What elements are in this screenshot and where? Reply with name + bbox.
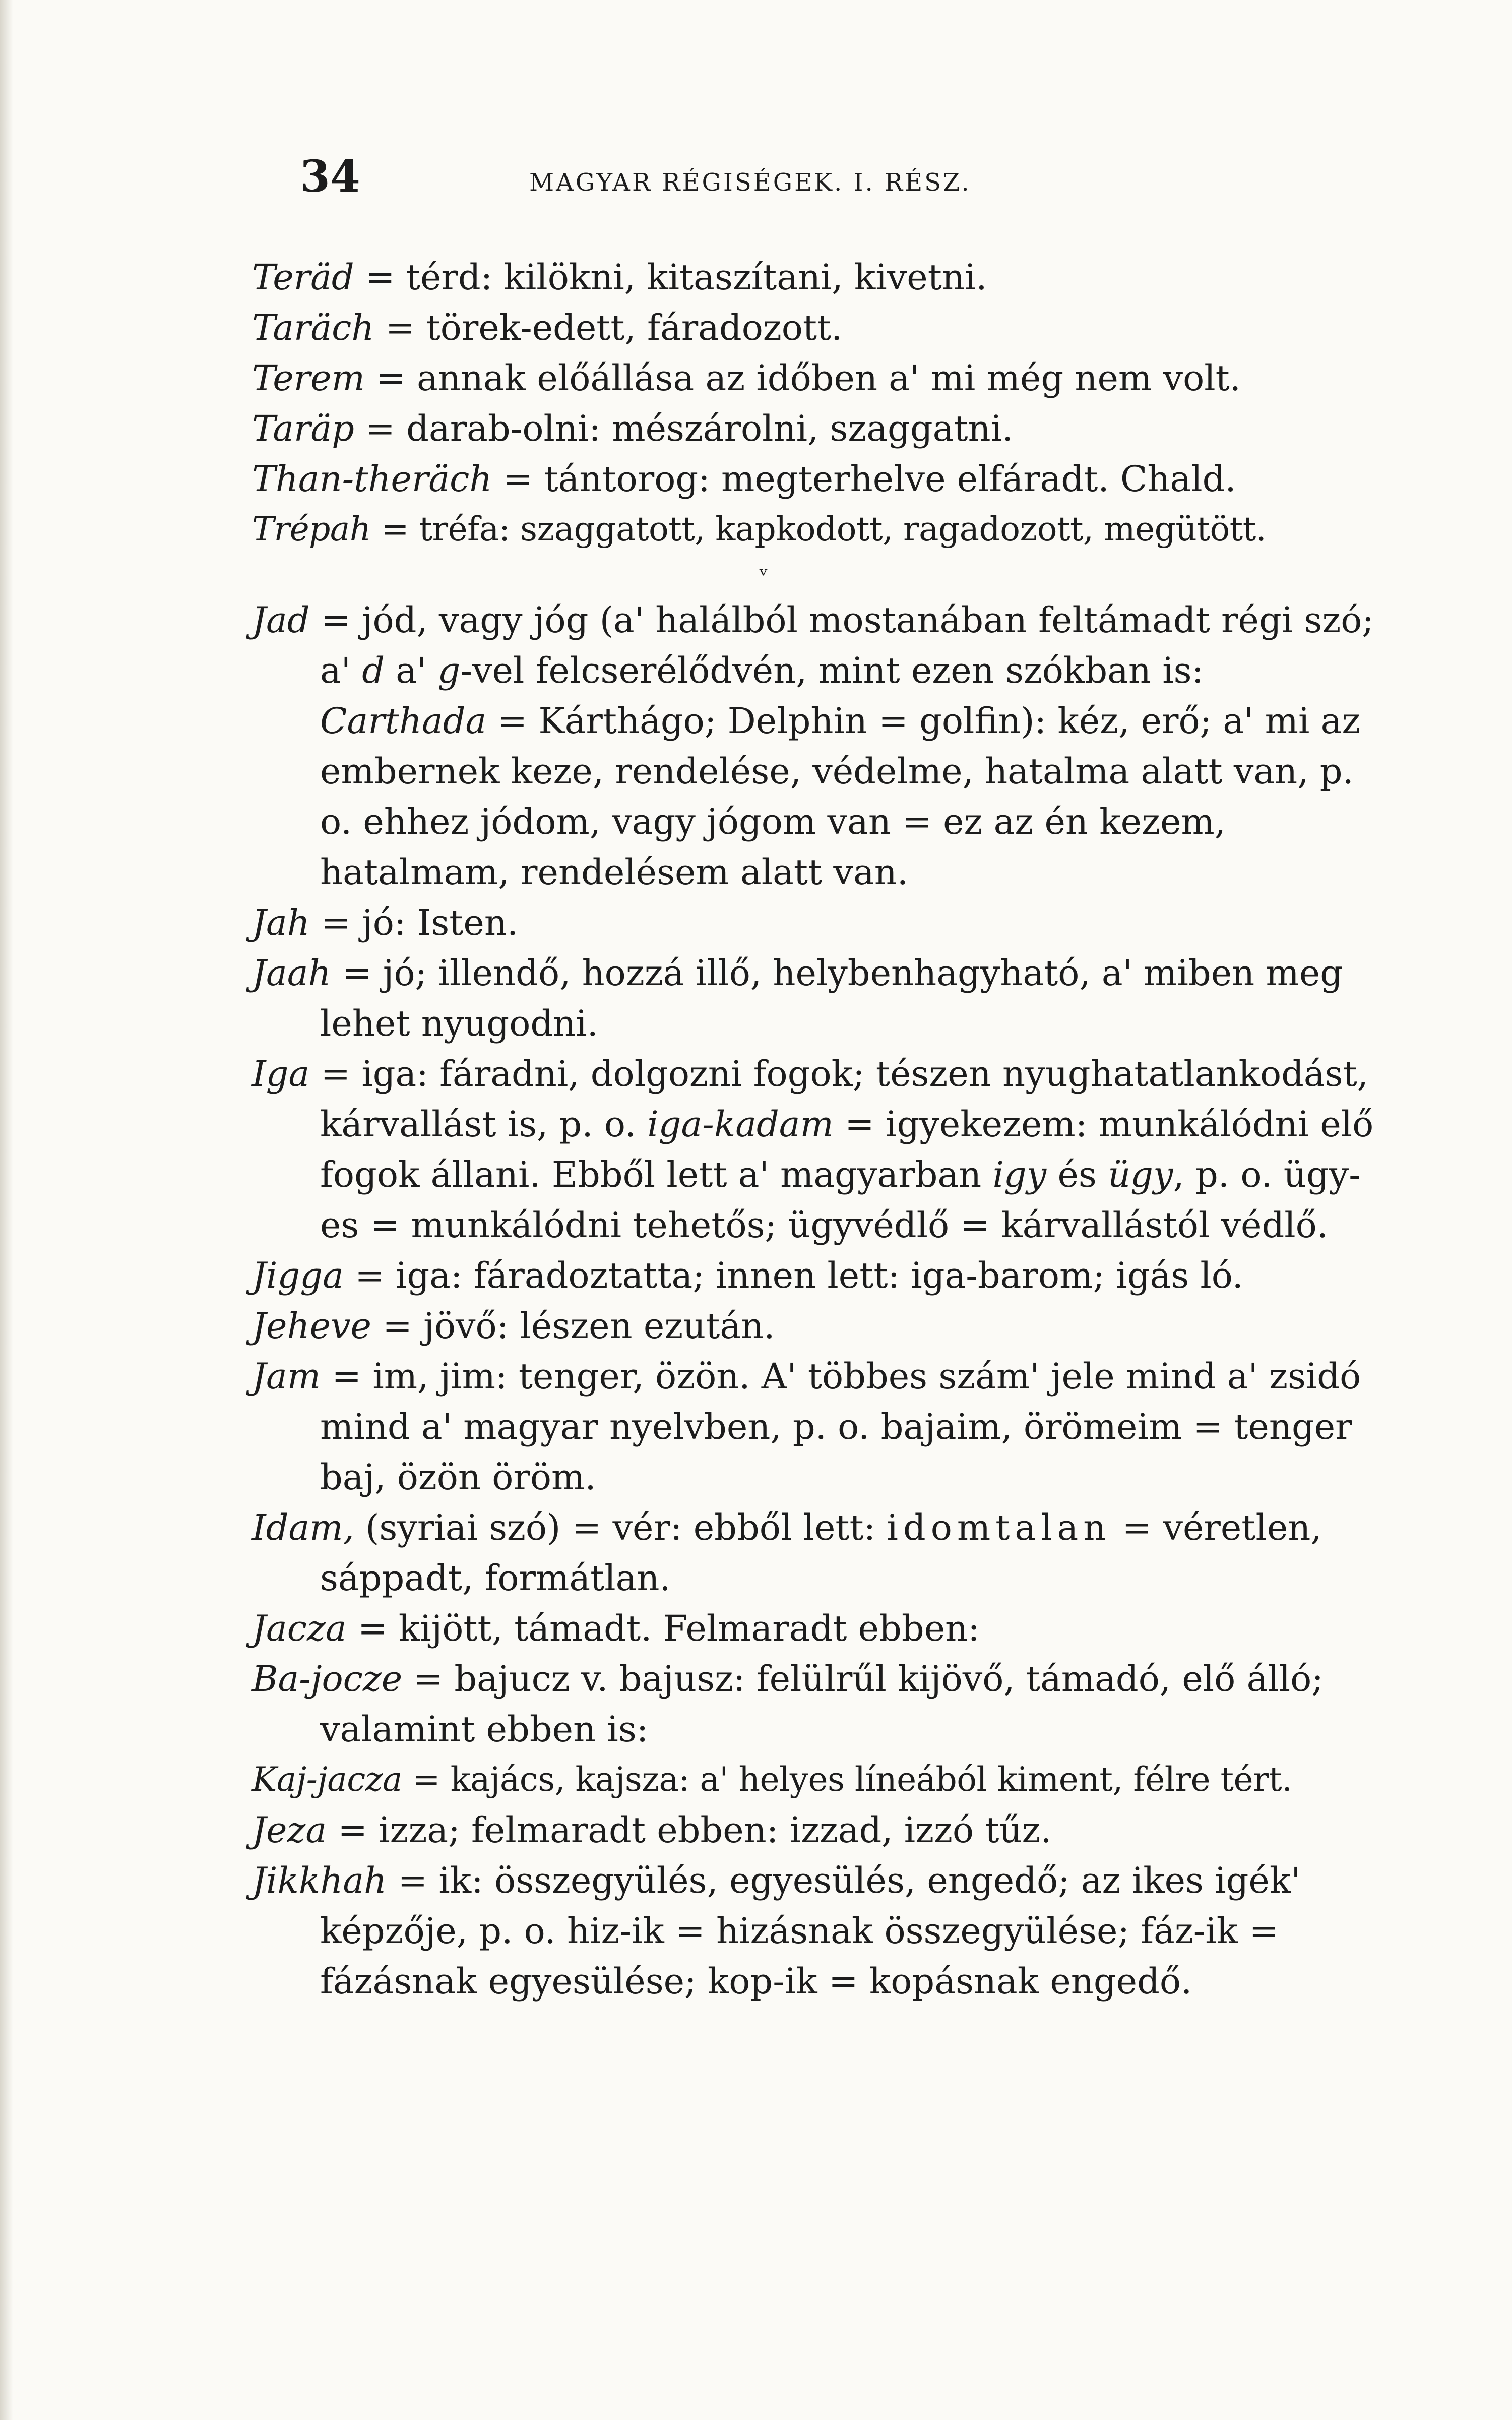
headword: Kaj-jacza <box>252 1760 402 1799</box>
entry-jeheve <box>252 1301 1376 1351</box>
entry-jah <box>252 897 1376 948</box>
definition: = kijött, támadt. Felmaradt ebben: <box>346 1608 980 1649</box>
carthada-word: Carthada <box>320 700 487 742</box>
definition: a' <box>385 650 438 691</box>
definition: = Kárthágo; Delphin = golfin): kéz, erő; a' mi az embernek keze, rendelése, védelme, hatalma alatt van, p. o. ehhez jódom, vagy jógom van = ez az én kezem, hatalmam, rendelésem alatt van. <box>320 700 1361 893</box>
definition: = jó; illendő, hozzá illő, helybenhagyható, a' miben meg lehet nyugodni. <box>320 952 1343 1044</box>
headword: Jigga <box>252 1255 344 1296</box>
headword: Taräch <box>252 307 374 348</box>
definition: = bajucz v. bajusz: felülrűl kijövő, támadó, elő álló; valamint ebben is: <box>320 1658 1324 1750</box>
definition: = jód, vagy jóg (a' halálból mostanában feltámadt régi szó; a' <box>309 599 1374 691</box>
igy-word: igy <box>992 1154 1047 1195</box>
definition: -vel felcserélődvén, mint ezen szókban is: <box>460 650 1204 691</box>
headword: Jikkhah <box>252 1860 387 1901</box>
definition: (syriai szó) = vér: ebből lett: <box>354 1507 887 1548</box>
definition: = iga: fáradni, dolgozni fogok; tészen nyughatatlankodást, kárvallást is, p. o. <box>309 1053 1368 1145</box>
definition: = annak előállása az időben a' mi még nem volt. <box>364 357 1241 399</box>
definition: , p. o. ügy-es = munkálódni tehetős; ügyvédlő = kárvallástól védlő. <box>320 1154 1361 1246</box>
page-header <box>300 151 1373 207</box>
entry-jeza <box>252 1805 1376 1855</box>
headword: Ba-jocze <box>252 1658 403 1700</box>
definition: = darab-olni: mészárolni, szaggatni. <box>354 408 1014 449</box>
headword: Jah <box>252 902 310 943</box>
iga-kadam-word: iga-kadam <box>647 1104 834 1145</box>
letter-g: g <box>437 650 461 691</box>
entry-jigga <box>252 1250 1376 1301</box>
entry-terad <box>252 252 1376 302</box>
headword: Idam, <box>252 1507 354 1548</box>
headword: Jeheve <box>252 1305 371 1347</box>
entry-ba-jocze <box>252 1654 1376 1754</box>
definition: = tántorog: megterhelve elfáradt. Chald. <box>492 458 1236 500</box>
definition: = jó: Isten. <box>309 902 519 943</box>
definition: = igyekezem: munkálódni elő fogok állani. Ebből lett a' magyarban <box>320 1104 1374 1195</box>
ugy-word: ügy <box>1108 1154 1173 1195</box>
headword: Taräp <box>252 408 354 449</box>
section-mark: ᵛ <box>759 563 768 588</box>
entry-trepah <box>252 504 1376 555</box>
definition: = jövő: lészen ezután. <box>371 1305 775 1347</box>
letter-d: d <box>362 650 385 691</box>
headword: Terem <box>252 357 365 399</box>
definition: = véretlen, sáppadt, formátlan. <box>320 1507 1322 1599</box>
headword: Jeza <box>252 1809 327 1851</box>
running-head: MAGYAR RÉGISÉGEK. I. RÉSZ. <box>529 168 971 197</box>
spaced-word: idomtalan <box>887 1507 1111 1548</box>
definition: = im, jim: tenger, özön. A' többes szám' jele mind a' zsidó mind a' magyar nyelvben, p. o. bajaim, örömeim = tenger baj, özön öröm. <box>320 1356 1361 1498</box>
entry-idam <box>252 1502 1376 1603</box>
entry-than-therach <box>252 454 1376 504</box>
definition: = törek-edett, fáradozott. <box>374 307 843 348</box>
headword: Jam <box>252 1356 321 1397</box>
entry-jikkhah <box>252 1855 1376 2007</box>
headword: Jaah <box>252 952 331 994</box>
definition: = izza; felmaradt ebben: izzad, izzó tűz. <box>327 1809 1052 1851</box>
entry-terem <box>252 353 1376 403</box>
dictionary-body <box>252 252 1376 2007</box>
definition: = térd: kilökni, kitaszítani, kivetni. <box>354 257 987 298</box>
definition: = iga: fáradoztatta; innen lett: iga-barom; igás ló. <box>343 1255 1243 1296</box>
headword: Jacza <box>252 1608 347 1649</box>
page-edge <box>0 0 13 2420</box>
headword: Teräd <box>252 257 354 298</box>
entry-jacza <box>252 1603 1376 1654</box>
entry-jad <box>252 595 1376 897</box>
entry-iga <box>252 1049 1376 1250</box>
definition: = kajács, kajsza: a' helyes líneából kiment, félre tért. <box>402 1760 1292 1799</box>
definition: = tréfa: szaggatott, kapkodott, ragadozott, megütött. <box>370 510 1267 549</box>
entry-tarap <box>252 403 1376 454</box>
entry-kaj-jacza <box>252 1754 1376 1805</box>
definition: = ik: összegyülés, egyesülés, engedő; az ikes igék' képzője, p. o. hiz-ik = hizásnak összegyülése; fáz-ik = fázásnak egyesülése; kop-ik = kopásnak engedő. <box>320 1860 1301 2002</box>
page-number: 34 <box>300 151 360 202</box>
headword: Than-theräch <box>252 458 492 500</box>
headword: Jad <box>252 599 310 641</box>
entry-jam <box>252 1351 1376 1502</box>
definition: és <box>1046 1154 1108 1195</box>
headword: Iga <box>252 1053 310 1095</box>
entry-jaah <box>252 948 1376 1049</box>
headword: Trépah <box>252 510 371 549</box>
entry-tarach <box>252 302 1376 353</box>
